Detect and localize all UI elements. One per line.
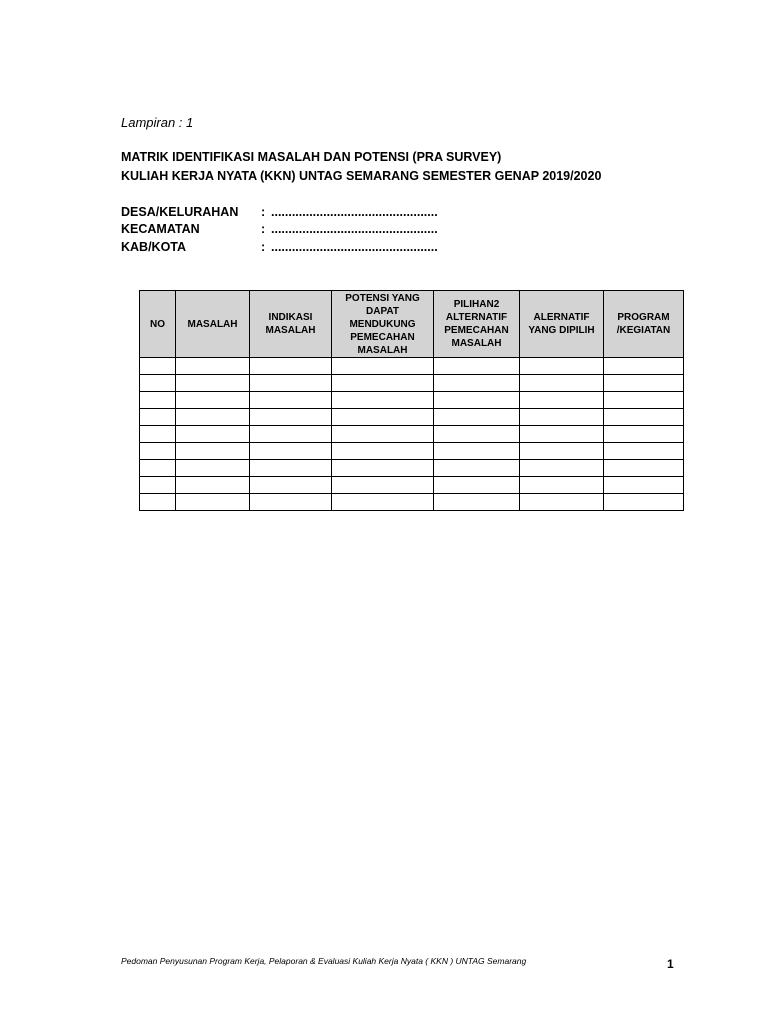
field-kecamatan bbox=[121, 222, 438, 236]
table-cell[interactable] bbox=[520, 494, 604, 511]
table-cell[interactable] bbox=[520, 358, 604, 375]
table-cell[interactable] bbox=[250, 477, 332, 494]
table-cell[interactable] bbox=[520, 443, 604, 460]
table-cell[interactable] bbox=[140, 392, 176, 409]
table-cell[interactable] bbox=[250, 460, 332, 477]
table-cell[interactable] bbox=[604, 443, 684, 460]
table-cell[interactable] bbox=[250, 358, 332, 375]
field-colon: : bbox=[261, 240, 266, 254]
field-blank: ................................................ bbox=[271, 205, 438, 219]
table-row bbox=[140, 460, 684, 477]
header-potensi: POTENSI YANG DAPAT MENDUKUNG PEMECAHAN MASALAH bbox=[332, 291, 434, 358]
table-cell[interactable] bbox=[250, 494, 332, 511]
table-cell[interactable] bbox=[140, 477, 176, 494]
table-cell[interactable] bbox=[434, 443, 520, 460]
table-cell[interactable] bbox=[520, 409, 604, 426]
table-cell[interactable] bbox=[434, 477, 520, 494]
field-label: DESA/KELURAHAN bbox=[121, 205, 239, 219]
table-cell[interactable] bbox=[604, 358, 684, 375]
field-colon: : bbox=[261, 205, 266, 219]
table-cell[interactable] bbox=[434, 392, 520, 409]
table-cell[interactable] bbox=[604, 477, 684, 494]
header-alternatif-dipilih: ALERNATIF YANG DIPILIH bbox=[520, 291, 604, 358]
field-desa-kelurahan bbox=[121, 205, 438, 219]
table-cell[interactable] bbox=[332, 392, 434, 409]
table-cell[interactable] bbox=[520, 460, 604, 477]
problem-potential-matrix-table bbox=[139, 290, 684, 511]
page-footer: Pedoman Penyusunan Program Kerja, Pelaporan & Evaluasi Kuliah Kerja Nyata ( KKN ) UNTAG Semarang bbox=[121, 956, 527, 966]
table-cell[interactable] bbox=[176, 494, 250, 511]
field-label: KECAMATAN bbox=[121, 222, 200, 236]
table-cell[interactable] bbox=[604, 460, 684, 477]
table-cell[interactable] bbox=[140, 443, 176, 460]
table-cell[interactable] bbox=[434, 358, 520, 375]
header-indikasi-masalah: INDIKASI MASALAH bbox=[250, 291, 332, 358]
table-cell[interactable] bbox=[176, 358, 250, 375]
attachment-label: Lampiran : 1 bbox=[121, 115, 194, 130]
table-cell[interactable] bbox=[140, 358, 176, 375]
table-cell[interactable] bbox=[332, 409, 434, 426]
table-cell[interactable] bbox=[604, 392, 684, 409]
table-cell[interactable] bbox=[140, 409, 176, 426]
header-no: NO bbox=[140, 291, 176, 358]
table-cell[interactable] bbox=[434, 494, 520, 511]
field-colon: : bbox=[261, 222, 266, 236]
table-cell[interactable] bbox=[140, 375, 176, 392]
table-cell[interactable] bbox=[250, 409, 332, 426]
table-cell[interactable] bbox=[176, 426, 250, 443]
table-cell[interactable] bbox=[604, 375, 684, 392]
table-cell[interactable] bbox=[140, 460, 176, 477]
header-masalah: MASALAH bbox=[176, 291, 250, 358]
table-cell[interactable] bbox=[520, 477, 604, 494]
field-blank: ................................................ bbox=[271, 222, 438, 236]
field-kab-kota bbox=[121, 240, 438, 254]
table-cell[interactable] bbox=[332, 460, 434, 477]
table-row bbox=[140, 494, 684, 511]
table-cell[interactable] bbox=[176, 409, 250, 426]
table-cell[interactable] bbox=[520, 426, 604, 443]
table-cell[interactable] bbox=[176, 392, 250, 409]
table-cell[interactable] bbox=[250, 443, 332, 460]
table-row bbox=[140, 426, 684, 443]
document-subtitle: KULIAH KERJA NYATA (KKN) UNTAG SEMARANG SEMESTER GENAP 2019/2020 bbox=[121, 169, 602, 183]
page-number: 1 bbox=[667, 957, 674, 971]
field-blank: ................................................ bbox=[271, 240, 438, 254]
table-header-row bbox=[140, 291, 684, 358]
table-cell[interactable] bbox=[434, 375, 520, 392]
table-cell[interactable] bbox=[520, 375, 604, 392]
field-label: KAB/KOTA bbox=[121, 240, 187, 254]
table-cell[interactable] bbox=[604, 426, 684, 443]
header-pilihan-alternatif: PILIHAN2 ALTERNATIF PEMECAHAN MASALAH bbox=[434, 291, 520, 358]
table-cell[interactable] bbox=[332, 375, 434, 392]
table-cell[interactable] bbox=[434, 460, 520, 477]
table-row bbox=[140, 375, 684, 392]
table-body bbox=[140, 358, 684, 511]
table-cell[interactable] bbox=[176, 375, 250, 392]
table-cell[interactable] bbox=[250, 375, 332, 392]
table-row bbox=[140, 392, 684, 409]
table-cell[interactable] bbox=[140, 494, 176, 511]
table-cell[interactable] bbox=[250, 392, 332, 409]
table-cell[interactable] bbox=[434, 409, 520, 426]
table-cell[interactable] bbox=[140, 426, 176, 443]
table-cell[interactable] bbox=[176, 460, 250, 477]
table-cell[interactable] bbox=[332, 443, 434, 460]
header-program-kegiatan: PROGRAM /KEGIATAN bbox=[604, 291, 684, 358]
document-title: MATRIK IDENTIFIKASI MASALAH DAN POTENSI (PRA SURVEY) bbox=[121, 150, 502, 164]
table-row bbox=[140, 443, 684, 460]
table-cell[interactable] bbox=[604, 409, 684, 426]
table-cell[interactable] bbox=[332, 426, 434, 443]
table-cell[interactable] bbox=[176, 477, 250, 494]
table-row bbox=[140, 358, 684, 375]
table-cell[interactable] bbox=[604, 494, 684, 511]
table-cell[interactable] bbox=[332, 358, 434, 375]
table-row bbox=[140, 477, 684, 494]
table-cell[interactable] bbox=[332, 477, 434, 494]
table-cell[interactable] bbox=[434, 426, 520, 443]
table-cell[interactable] bbox=[332, 494, 434, 511]
table-cell[interactable] bbox=[520, 392, 604, 409]
table-cell[interactable] bbox=[250, 426, 332, 443]
table-cell[interactable] bbox=[176, 443, 250, 460]
table-row bbox=[140, 409, 684, 426]
